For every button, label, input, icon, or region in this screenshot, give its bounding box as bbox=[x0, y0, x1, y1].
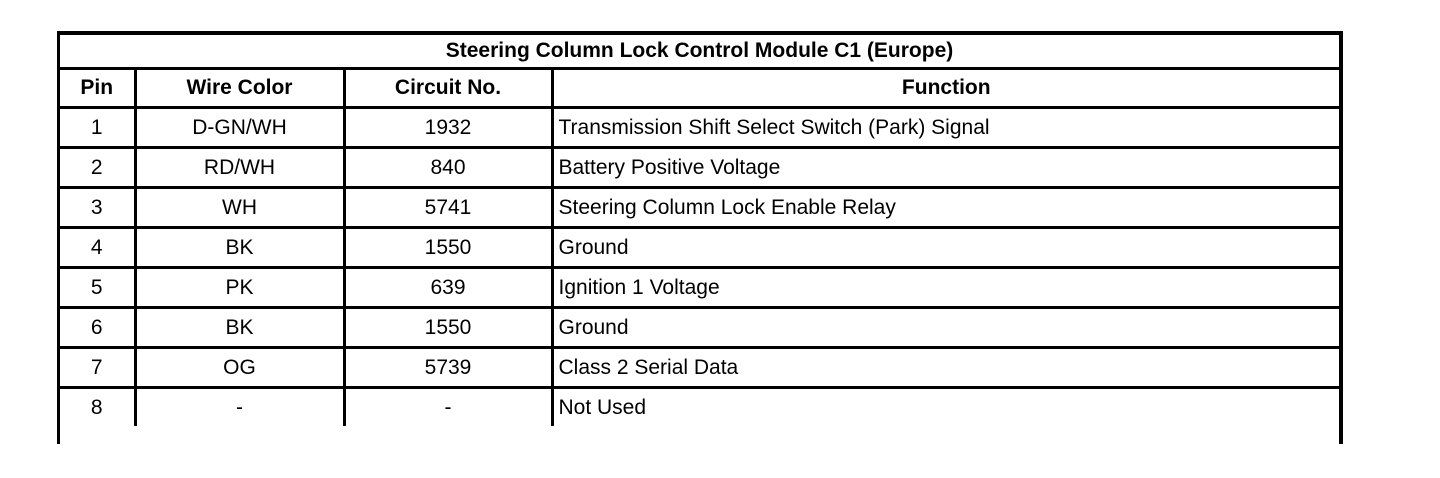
function-cell: Ignition 1 Voltage bbox=[552, 268, 1339, 308]
function-cell: Battery Positive Voltage bbox=[552, 148, 1339, 188]
circuit-cell: 5739 bbox=[344, 348, 552, 388]
pin-cell: 8 bbox=[60, 388, 135, 427]
pin-cell: 5 bbox=[60, 268, 135, 308]
function-cell: Ground bbox=[552, 228, 1339, 268]
circuit-cell: 1550 bbox=[344, 308, 552, 348]
pin-cell: 7 bbox=[60, 348, 135, 388]
circuit-cell: 5741 bbox=[344, 188, 552, 228]
function-cell: Class 2 Serial Data bbox=[552, 348, 1339, 388]
wire-color-cell: RD/WH bbox=[135, 148, 344, 188]
table-row bbox=[60, 228, 1339, 268]
table-row bbox=[60, 188, 1339, 228]
wire-color-cell: D-GN/WH bbox=[135, 108, 344, 148]
function-cell: Ground bbox=[552, 308, 1339, 348]
pin-cell: 6 bbox=[60, 308, 135, 348]
circuit-cell: 1932 bbox=[344, 108, 552, 148]
circuit-cell: 840 bbox=[344, 148, 552, 188]
wire-color-cell: BK bbox=[135, 308, 344, 348]
connector-pinout-table bbox=[60, 35, 1339, 426]
wire-color-cell: WH bbox=[135, 188, 344, 228]
circuit-cell: - bbox=[344, 388, 552, 427]
function-cell: Transmission Shift Select Switch (Park) Signal bbox=[552, 108, 1339, 148]
table-title-row bbox=[60, 35, 1339, 69]
table-header-row bbox=[60, 69, 1339, 108]
circuit-cell: 639 bbox=[344, 268, 552, 308]
pin-cell: 1 bbox=[60, 108, 135, 148]
column-header-function: Function bbox=[552, 69, 1339, 108]
table-row bbox=[60, 348, 1339, 388]
column-header-pin: Pin bbox=[60, 69, 135, 108]
wire-color-cell: PK bbox=[135, 268, 344, 308]
table-row bbox=[60, 308, 1339, 348]
table-row bbox=[60, 268, 1339, 308]
wire-color-cell: - bbox=[135, 388, 344, 427]
table-row bbox=[60, 388, 1339, 427]
table-row bbox=[60, 148, 1339, 188]
pin-cell: 2 bbox=[60, 148, 135, 188]
pin-cell: 4 bbox=[60, 228, 135, 268]
column-header-circuit-no: Circuit No. bbox=[344, 69, 552, 108]
function-cell: Not Used bbox=[552, 388, 1339, 427]
function-cell: Steering Column Lock Enable Relay bbox=[552, 188, 1339, 228]
circuit-cell: 1550 bbox=[344, 228, 552, 268]
table-row bbox=[60, 108, 1339, 148]
wire-color-cell: OG bbox=[135, 348, 344, 388]
column-header-wire-color: Wire Color bbox=[135, 69, 344, 108]
pin-cell: 3 bbox=[60, 188, 135, 228]
wire-color-cell: BK bbox=[135, 228, 344, 268]
table-title: Steering Column Lock Control Module C1 (Europe) bbox=[60, 35, 1339, 69]
